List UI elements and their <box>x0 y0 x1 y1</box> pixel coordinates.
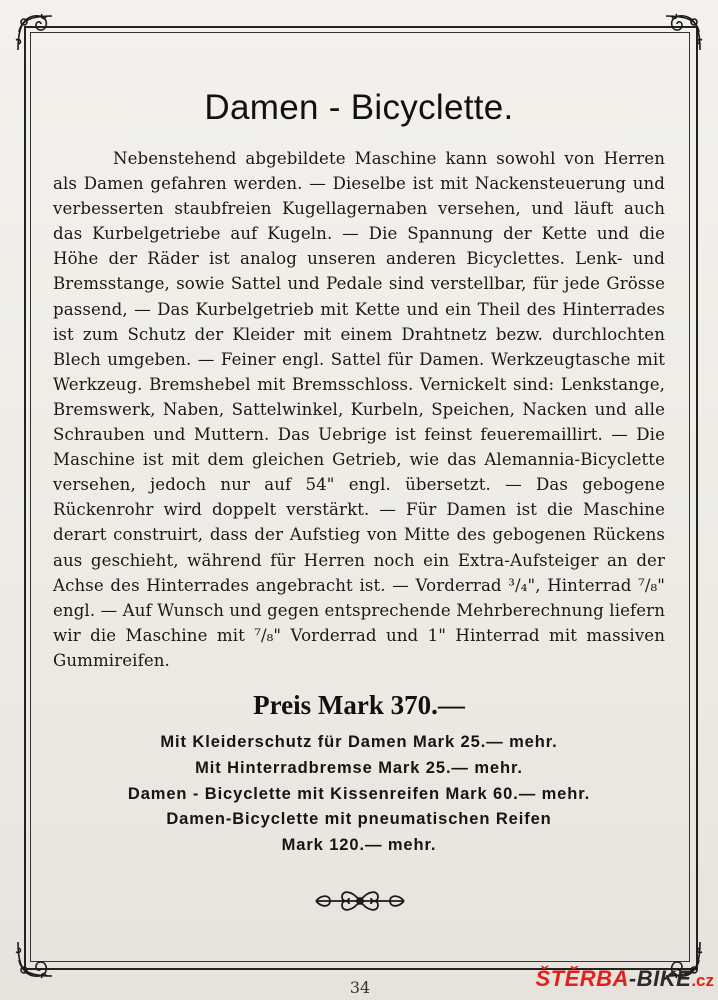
page-title: Damen - Bicyclette. <box>204 88 514 127</box>
site-watermark <box>438 966 714 992</box>
description-paragraph: Nebenstehend abgebildete Maschine kann sowohl von Herren als Damen gefahren werden. — Dieselbe ist mit Nackensteuerung und verbesserten staubfreien Kugellagernaben versehen, und läuft auch das Kurbelgetriebe auf Kugeln. — Die Spannung der Kette und die Höhe der Räder ist analog unseren anderen Bicyclettes. Lenk- und Bremsstange, sowie Sattel und Pedale sind verstellbar, für jede Grösse passend, — Das Kurbelgetrieb mit Kette und ein Theil des Hinterrades ist zum Schutz der Kleider mit einem Drahtnetz bezw. durchlochten Blech umgeben. — Feiner engl. Sattel für Damen. Werkzeugtasche mit Werkzeug. Bremshebel mit Bremsschloss. Vernickelt sind: Lenkstange, Bremswerk, Naben, Sattelwinkel, Kurbeln, Speichen, Nacken und alle Schrauben und Muttern. Das Uebrige ist feinst feueremaillirt. — Die Maschine ist mit dem gleichen Getrieb, wie das Alemannia-Bicyclette versehen, jedoch nur auf 54" engl. übersetzt. — Das gebogene Rückenrohr wird doppelt verstärkt. — Für Damen ist die Maschine derart construirt, dass der Aufstieg von Mitte des gebogenen Rückens aus geschieht, während für Herren noch ein Extra-Aufsteiger an der Achse des Hinterrades angebracht ist. — Vorderrad ³/₄", Hinterrad ⁷/₈" engl. — Auf Wunsch und gegen entsprechende Mehrberechnung liefern wir die Maschine mit ⁷/₈" Vorderrad und 1" Hinterrad mit massiven Gummireifen. <box>53 149 665 670</box>
price-option: Mit Kleiderschutz für Damen Mark 25.— mehr. <box>160 733 558 751</box>
page-number: 34 <box>349 978 371 997</box>
corner-ornament-icon <box>12 10 56 54</box>
watermark-part: -BIKE <box>628 966 692 991</box>
price-option: Mit Hinterradbremse Mark 25.— mehr. <box>195 758 523 777</box>
watermark-part: .cz <box>691 971 714 990</box>
description-text <box>53 146 665 673</box>
price-heading: Preis Mark 370.— <box>253 690 465 720</box>
price-options-list <box>0 730 718 859</box>
corner-ornament-icon <box>662 10 706 54</box>
corner-ornament-icon <box>12 938 56 982</box>
price-option: Damen - Bicyclette mit Kissenreifen Mark 60.— mehr. <box>127 784 591 803</box>
price-option: Mark 120.— mehr. <box>281 836 437 855</box>
watermark-part: ŠTĚRBA <box>535 966 629 991</box>
price-option: Damen-Bicyclette mit pneumatischen Reifen <box>166 810 552 829</box>
divider-ornament-icon <box>312 886 408 916</box>
